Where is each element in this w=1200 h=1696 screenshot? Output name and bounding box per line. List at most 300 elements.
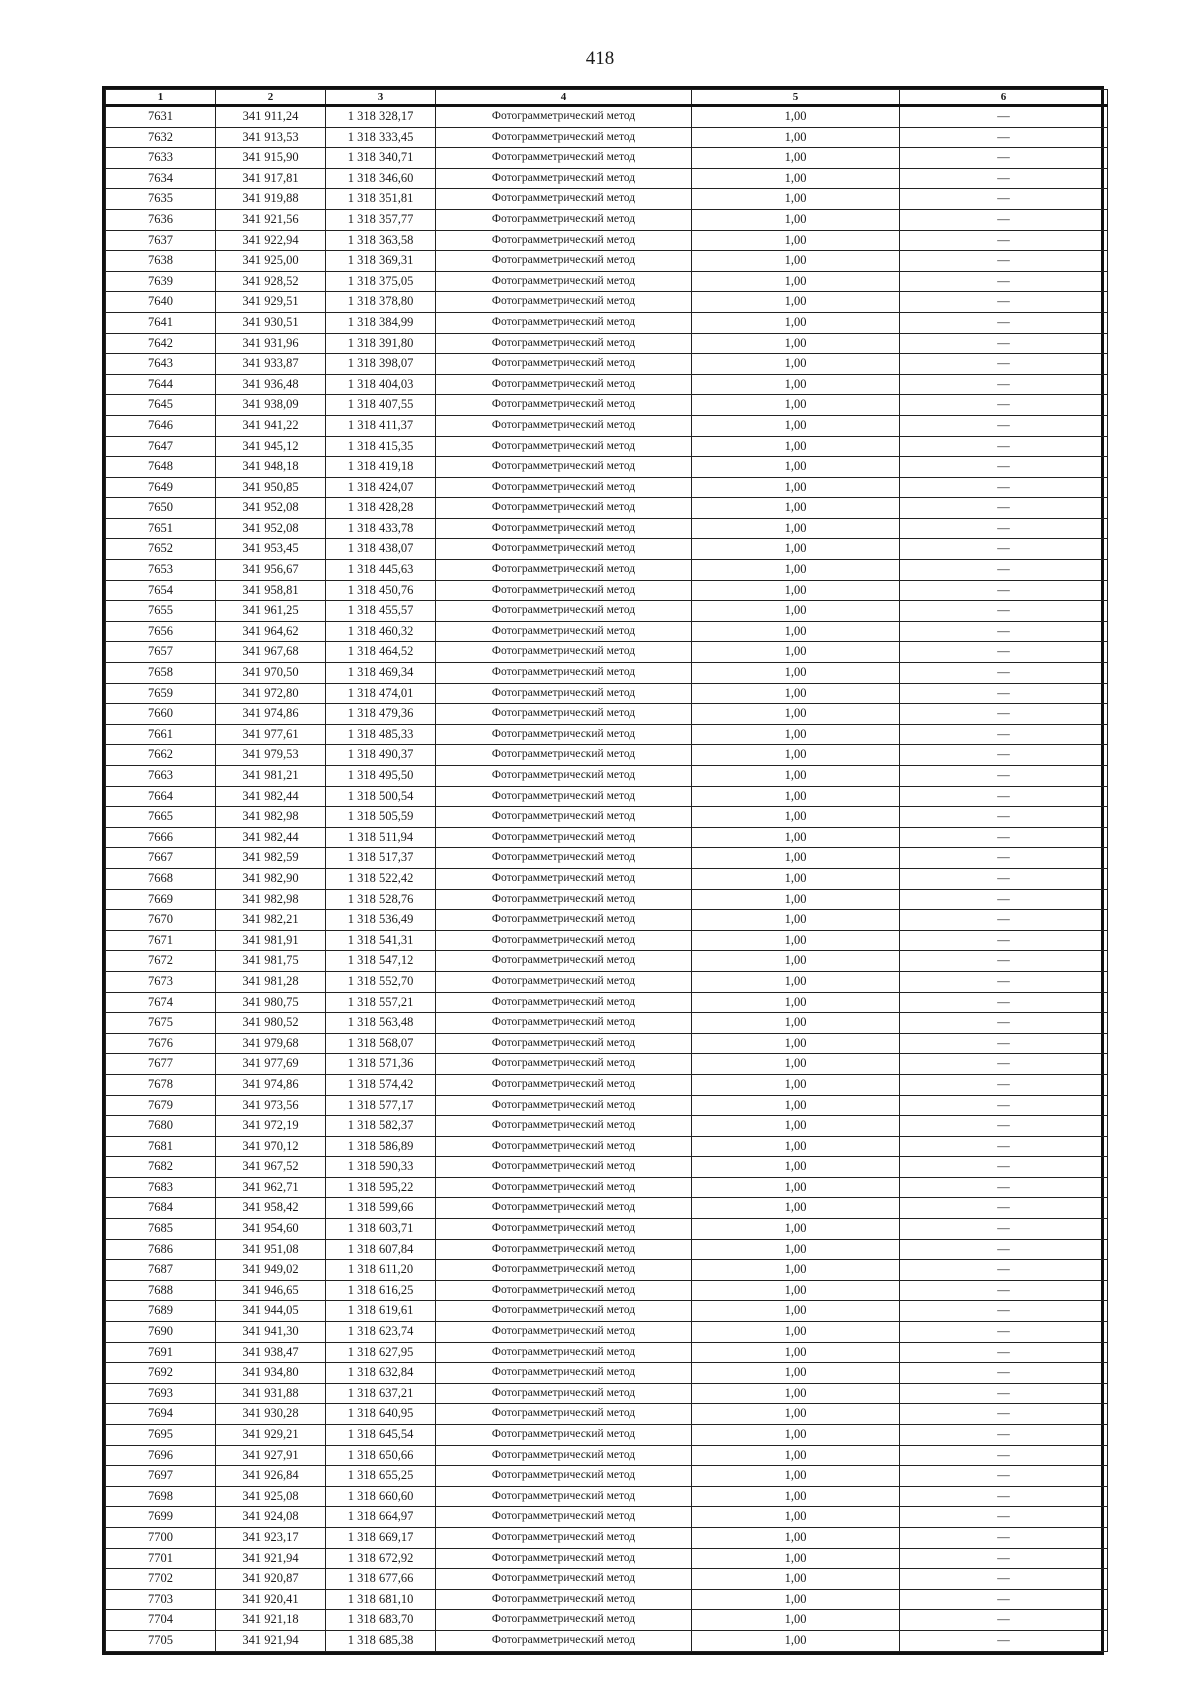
point-number-cell: 7666 — [106, 827, 216, 848]
x-coordinate-cell: 341 936,48 — [216, 374, 326, 395]
table-row — [106, 1074, 1108, 1095]
method-cell: Фотограмметрический метод — [436, 436, 692, 457]
point-number-cell: 7705 — [106, 1630, 216, 1651]
table-row — [106, 1116, 1108, 1137]
description-cell: — — [900, 292, 1108, 313]
table-row — [106, 251, 1108, 272]
table-row — [106, 1260, 1108, 1281]
y-coordinate-cell: 1 318 681,10 — [326, 1589, 436, 1610]
point-number-cell: 7642 — [106, 333, 216, 354]
point-number-cell: 7688 — [106, 1280, 216, 1301]
accuracy-cell: 1,00 — [692, 1527, 900, 1548]
accuracy-cell: 1,00 — [692, 1074, 900, 1095]
table-row — [106, 766, 1108, 787]
table-row — [106, 951, 1108, 972]
accuracy-cell: 1,00 — [692, 1548, 900, 1569]
y-coordinate-cell: 1 318 479,36 — [326, 704, 436, 725]
description-cell: — — [900, 415, 1108, 436]
point-number-cell: 7647 — [106, 436, 216, 457]
method-cell: Фотограмметрический метод — [436, 745, 692, 766]
accuracy-cell: 1,00 — [692, 518, 900, 539]
method-cell: Фотограмметрический метод — [436, 230, 692, 251]
table-row — [106, 539, 1108, 560]
point-number-cell: 7657 — [106, 642, 216, 663]
table-row — [106, 1301, 1108, 1322]
x-coordinate-cell: 341 977,69 — [216, 1054, 326, 1075]
x-coordinate-cell: 341 972,80 — [216, 683, 326, 704]
y-coordinate-cell: 1 318 655,25 — [326, 1466, 436, 1487]
table-row — [106, 415, 1108, 436]
accuracy-cell: 1,00 — [692, 374, 900, 395]
x-coordinate-cell: 341 967,52 — [216, 1157, 326, 1178]
point-number-cell: 7703 — [106, 1589, 216, 1610]
method-cell: Фотограмметрический метод — [436, 395, 692, 416]
x-coordinate-cell: 341 981,91 — [216, 930, 326, 951]
y-coordinate-cell: 1 318 500,54 — [326, 786, 436, 807]
y-coordinate-cell: 1 318 552,70 — [326, 971, 436, 992]
table-row — [106, 1445, 1108, 1466]
y-coordinate-cell: 1 318 685,38 — [326, 1630, 436, 1651]
point-number-cell: 7651 — [106, 518, 216, 539]
method-cell: Фотограмметрический метод — [436, 1363, 692, 1384]
x-coordinate-cell: 341 922,94 — [216, 230, 326, 251]
y-coordinate-cell: 1 318 603,71 — [326, 1219, 436, 1240]
point-number-cell: 7644 — [106, 374, 216, 395]
accuracy-cell: 1,00 — [692, 868, 900, 889]
description-cell: — — [900, 498, 1108, 519]
method-cell: Фотограмметрический метод — [436, 1589, 692, 1610]
table-row — [106, 477, 1108, 498]
x-coordinate-cell: 341 919,88 — [216, 189, 326, 210]
point-number-cell: 7683 — [106, 1177, 216, 1198]
point-number-cell: 7655 — [106, 601, 216, 622]
x-coordinate-cell: 341 938,47 — [216, 1342, 326, 1363]
y-coordinate-cell: 1 318 363,58 — [326, 230, 436, 251]
point-number-cell: 7692 — [106, 1363, 216, 1384]
x-coordinate-cell: 341 952,08 — [216, 518, 326, 539]
header-col-6: 6 — [900, 90, 1108, 106]
method-cell: Фотограмметрический метод — [436, 868, 692, 889]
x-coordinate-cell: 341 982,59 — [216, 848, 326, 869]
point-number-cell: 7667 — [106, 848, 216, 869]
accuracy-cell: 1,00 — [692, 827, 900, 848]
accuracy-cell: 1,00 — [692, 251, 900, 272]
method-cell: Фотограмметрический метод — [436, 1383, 692, 1404]
x-coordinate-cell: 341 946,65 — [216, 1280, 326, 1301]
description-cell: — — [900, 889, 1108, 910]
method-cell: Фотограмметрический метод — [436, 1301, 692, 1322]
description-cell: — — [900, 251, 1108, 272]
description-cell: — — [900, 539, 1108, 560]
method-cell: Фотограмметрический метод — [436, 251, 692, 272]
point-number-cell: 7646 — [106, 415, 216, 436]
description-cell: — — [900, 1466, 1108, 1487]
coordinates-table — [105, 89, 1108, 1652]
accuracy-cell: 1,00 — [692, 951, 900, 972]
table-row — [106, 168, 1108, 189]
x-coordinate-cell: 341 981,21 — [216, 766, 326, 787]
x-coordinate-cell: 341 948,18 — [216, 457, 326, 478]
y-coordinate-cell: 1 318 375,05 — [326, 271, 436, 292]
table-row — [106, 1527, 1108, 1548]
method-cell: Фотограмметрический метод — [436, 457, 692, 478]
description-cell: — — [900, 168, 1108, 189]
method-cell: Фотограмметрический метод — [436, 560, 692, 581]
method-cell: Фотограмметрический метод — [436, 374, 692, 395]
table-row — [106, 1239, 1108, 1260]
accuracy-cell: 1,00 — [692, 477, 900, 498]
table-row — [106, 601, 1108, 622]
description-cell: — — [900, 354, 1108, 375]
description-cell: — — [900, 1198, 1108, 1219]
description-cell: — — [900, 127, 1108, 148]
method-cell: Фотограмметрический метод — [436, 354, 692, 375]
point-number-cell: 7704 — [106, 1610, 216, 1631]
x-coordinate-cell: 341 982,90 — [216, 868, 326, 889]
description-cell: — — [900, 704, 1108, 725]
accuracy-cell: 1,00 — [692, 1177, 900, 1198]
method-cell: Фотограмметрический метод — [436, 1507, 692, 1528]
description-cell: — — [900, 1548, 1108, 1569]
description-cell: — — [900, 1219, 1108, 1240]
y-coordinate-cell: 1 318 351,81 — [326, 189, 436, 210]
accuracy-cell: 1,00 — [692, 1260, 900, 1281]
table-row — [106, 580, 1108, 601]
accuracy-cell: 1,00 — [692, 704, 900, 725]
y-coordinate-cell: 1 318 391,80 — [326, 333, 436, 354]
description-cell: — — [900, 1630, 1108, 1651]
description-cell: — — [900, 1363, 1108, 1384]
y-coordinate-cell: 1 318 536,49 — [326, 910, 436, 931]
point-number-cell: 7660 — [106, 704, 216, 725]
table-row — [106, 786, 1108, 807]
description-cell: — — [900, 230, 1108, 251]
y-coordinate-cell: 1 318 411,37 — [326, 415, 436, 436]
description-cell: — — [900, 1157, 1108, 1178]
accuracy-cell: 1,00 — [692, 1342, 900, 1363]
accuracy-cell: 1,00 — [692, 745, 900, 766]
y-coordinate-cell: 1 318 619,61 — [326, 1301, 436, 1322]
accuracy-cell: 1,00 — [692, 1280, 900, 1301]
accuracy-cell: 1,00 — [692, 724, 900, 745]
y-coordinate-cell: 1 318 582,37 — [326, 1116, 436, 1137]
y-coordinate-cell: 1 318 632,84 — [326, 1363, 436, 1384]
description-cell: — — [900, 1074, 1108, 1095]
y-coordinate-cell: 1 318 438,07 — [326, 539, 436, 560]
accuracy-cell: 1,00 — [692, 1507, 900, 1528]
point-number-cell: 7687 — [106, 1260, 216, 1281]
method-cell: Фотограмметрический метод — [436, 1260, 692, 1281]
x-coordinate-cell: 341 930,51 — [216, 312, 326, 333]
accuracy-cell: 1,00 — [692, 312, 900, 333]
y-coordinate-cell: 1 318 571,36 — [326, 1054, 436, 1075]
table-row — [106, 1486, 1108, 1507]
method-cell: Фотограмметрический метод — [436, 209, 692, 230]
point-number-cell: 7673 — [106, 971, 216, 992]
table-row — [106, 1507, 1108, 1528]
y-coordinate-cell: 1 318 541,31 — [326, 930, 436, 951]
method-cell: Фотограмметрический метод — [436, 1280, 692, 1301]
accuracy-cell: 1,00 — [692, 415, 900, 436]
description-cell: — — [900, 951, 1108, 972]
y-coordinate-cell: 1 318 346,60 — [326, 168, 436, 189]
point-number-cell: 7686 — [106, 1239, 216, 1260]
page-number: 418 — [585, 48, 615, 69]
point-number-cell: 7678 — [106, 1074, 216, 1095]
method-cell: Фотограмметрический метод — [436, 148, 692, 169]
method-cell: Фотограмметрический метод — [436, 518, 692, 539]
y-coordinate-cell: 1 318 650,66 — [326, 1445, 436, 1466]
method-cell: Фотограмметрический метод — [436, 312, 692, 333]
description-cell: — — [900, 930, 1108, 951]
y-coordinate-cell: 1 318 607,84 — [326, 1239, 436, 1260]
y-coordinate-cell: 1 318 627,95 — [326, 1342, 436, 1363]
method-cell: Фотограмметрический метод — [436, 1033, 692, 1054]
x-coordinate-cell: 341 967,68 — [216, 642, 326, 663]
point-number-cell: 7653 — [106, 560, 216, 581]
table-row — [106, 1404, 1108, 1425]
description-cell: — — [900, 642, 1108, 663]
accuracy-cell: 1,00 — [692, 1198, 900, 1219]
description-cell: — — [900, 560, 1108, 581]
description-cell: — — [900, 807, 1108, 828]
accuracy-cell: 1,00 — [692, 1033, 900, 1054]
description-cell: — — [900, 601, 1108, 622]
accuracy-cell: 1,00 — [692, 601, 900, 622]
accuracy-cell: 1,00 — [692, 354, 900, 375]
x-coordinate-cell: 341 913,53 — [216, 127, 326, 148]
x-coordinate-cell: 341 974,86 — [216, 1074, 326, 1095]
x-coordinate-cell: 341 958,42 — [216, 1198, 326, 1219]
description-cell: — — [900, 333, 1108, 354]
description-cell: — — [900, 1486, 1108, 1507]
description-cell: — — [900, 1610, 1108, 1631]
description-cell: — — [900, 766, 1108, 787]
method-cell: Фотограмметрический метод — [436, 971, 692, 992]
y-coordinate-cell: 1 318 511,94 — [326, 827, 436, 848]
x-coordinate-cell: 341 921,56 — [216, 209, 326, 230]
description-cell: — — [900, 910, 1108, 931]
x-coordinate-cell: 341 952,08 — [216, 498, 326, 519]
x-coordinate-cell: 341 958,81 — [216, 580, 326, 601]
description-cell: — — [900, 580, 1108, 601]
y-coordinate-cell: 1 318 369,31 — [326, 251, 436, 272]
point-number-cell: 7691 — [106, 1342, 216, 1363]
table-row — [106, 312, 1108, 333]
table-row — [106, 868, 1108, 889]
description-cell: — — [900, 1260, 1108, 1281]
table-row — [106, 1219, 1108, 1240]
accuracy-cell: 1,00 — [692, 1301, 900, 1322]
method-cell: Фотограмметрический метод — [436, 1342, 692, 1363]
x-coordinate-cell: 341 944,05 — [216, 1301, 326, 1322]
method-cell: Фотограмметрический метод — [436, 1136, 692, 1157]
x-coordinate-cell: 341 982,98 — [216, 807, 326, 828]
accuracy-cell: 1,00 — [692, 1363, 900, 1384]
description-cell: — — [900, 271, 1108, 292]
table-row — [106, 230, 1108, 251]
method-cell: Фотограмметрический метод — [436, 724, 692, 745]
method-cell: Фотограмметрический метод — [436, 1630, 692, 1651]
x-coordinate-cell: 341 911,24 — [216, 106, 326, 128]
table-row — [106, 971, 1108, 992]
method-cell: Фотограмметрический метод — [436, 477, 692, 498]
description-cell: — — [900, 1054, 1108, 1075]
x-coordinate-cell: 341 933,87 — [216, 354, 326, 375]
x-coordinate-cell: 341 961,25 — [216, 601, 326, 622]
x-coordinate-cell: 341 917,81 — [216, 168, 326, 189]
description-cell: — — [900, 745, 1108, 766]
accuracy-cell: 1,00 — [692, 910, 900, 931]
accuracy-cell: 1,00 — [692, 1239, 900, 1260]
x-coordinate-cell: 341 927,91 — [216, 1445, 326, 1466]
accuracy-cell: 1,00 — [692, 621, 900, 642]
method-cell: Фотограмметрический метод — [436, 1054, 692, 1075]
x-coordinate-cell: 341 926,84 — [216, 1466, 326, 1487]
description-cell: — — [900, 106, 1108, 128]
description-cell: — — [900, 1177, 1108, 1198]
description-cell: — — [900, 683, 1108, 704]
x-coordinate-cell: 341 921,94 — [216, 1630, 326, 1651]
point-number-cell: 7636 — [106, 209, 216, 230]
y-coordinate-cell: 1 318 398,07 — [326, 354, 436, 375]
method-cell: Фотограмметрический метод — [436, 930, 692, 951]
point-number-cell: 7665 — [106, 807, 216, 828]
y-coordinate-cell: 1 318 333,45 — [326, 127, 436, 148]
table-row — [106, 724, 1108, 745]
method-cell: Фотограмметрический метод — [436, 1322, 692, 1343]
accuracy-cell: 1,00 — [692, 498, 900, 519]
x-coordinate-cell: 341 981,75 — [216, 951, 326, 972]
description-cell: — — [900, 786, 1108, 807]
accuracy-cell: 1,00 — [692, 1630, 900, 1651]
point-number-cell: 7680 — [106, 1116, 216, 1137]
accuracy-cell: 1,00 — [692, 457, 900, 478]
y-coordinate-cell: 1 318 637,21 — [326, 1383, 436, 1404]
y-coordinate-cell: 1 318 568,07 — [326, 1033, 436, 1054]
point-number-cell: 7699 — [106, 1507, 216, 1528]
method-cell: Фотограмметрический метод — [436, 951, 692, 972]
description-cell: — — [900, 1301, 1108, 1322]
point-number-cell: 7669 — [106, 889, 216, 910]
table-row — [106, 827, 1108, 848]
accuracy-cell: 1,00 — [692, 189, 900, 210]
point-number-cell: 7659 — [106, 683, 216, 704]
accuracy-cell: 1,00 — [692, 292, 900, 313]
method-cell: Фотограмметрический метод — [436, 292, 692, 313]
y-coordinate-cell: 1 318 599,66 — [326, 1198, 436, 1219]
x-coordinate-cell: 341 964,62 — [216, 621, 326, 642]
description-cell: — — [900, 724, 1108, 745]
header-col-3: 3 — [326, 90, 436, 106]
point-number-cell: 7677 — [106, 1054, 216, 1075]
x-coordinate-cell: 341 982,44 — [216, 827, 326, 848]
x-coordinate-cell: 341 972,19 — [216, 1116, 326, 1137]
table-row — [106, 395, 1108, 416]
method-cell: Фотограмметрический метод — [436, 910, 692, 931]
point-number-cell: 7684 — [106, 1198, 216, 1219]
accuracy-cell: 1,00 — [692, 807, 900, 828]
method-cell: Фотограмметрический метод — [436, 601, 692, 622]
method-cell: Фотограмметрический метод — [436, 704, 692, 725]
table-row — [106, 148, 1108, 169]
y-coordinate-cell: 1 318 460,32 — [326, 621, 436, 642]
point-number-cell: 7640 — [106, 292, 216, 313]
accuracy-cell: 1,00 — [692, 560, 900, 581]
method-cell: Фотограмметрический метод — [436, 1425, 692, 1446]
x-coordinate-cell: 341 923,17 — [216, 1527, 326, 1548]
accuracy-cell: 1,00 — [692, 1013, 900, 1034]
point-number-cell: 7674 — [106, 992, 216, 1013]
x-coordinate-cell: 341 962,71 — [216, 1177, 326, 1198]
table-row — [106, 1157, 1108, 1178]
table-row — [106, 1322, 1108, 1343]
method-cell: Фотограмметрический метод — [436, 1116, 692, 1137]
table-row — [106, 704, 1108, 725]
y-coordinate-cell: 1 318 474,01 — [326, 683, 436, 704]
table-row — [106, 848, 1108, 869]
table-row — [106, 683, 1108, 704]
y-coordinate-cell: 1 318 450,76 — [326, 580, 436, 601]
x-coordinate-cell: 341 970,12 — [216, 1136, 326, 1157]
x-coordinate-cell: 341 980,75 — [216, 992, 326, 1013]
table-row — [106, 930, 1108, 951]
description-cell: — — [900, 992, 1108, 1013]
y-coordinate-cell: 1 318 378,80 — [326, 292, 436, 313]
accuracy-cell: 1,00 — [692, 766, 900, 787]
method-cell: Фотограмметрический метод — [436, 642, 692, 663]
y-coordinate-cell: 1 318 669,17 — [326, 1527, 436, 1548]
table-row — [106, 1280, 1108, 1301]
x-coordinate-cell: 341 941,22 — [216, 415, 326, 436]
x-coordinate-cell: 341 934,80 — [216, 1363, 326, 1384]
accuracy-cell: 1,00 — [692, 580, 900, 601]
header-col-4: 4 — [436, 90, 692, 106]
y-coordinate-cell: 1 318 485,33 — [326, 724, 436, 745]
description-cell: — — [900, 1507, 1108, 1528]
table-row — [106, 209, 1108, 230]
y-coordinate-cell: 1 318 672,92 — [326, 1548, 436, 1569]
description-cell: — — [900, 1095, 1108, 1116]
method-cell: Фотограмметрический метод — [436, 1239, 692, 1260]
method-cell: Фотограмметрический метод — [436, 498, 692, 519]
table-row — [106, 1013, 1108, 1034]
y-coordinate-cell: 1 318 340,71 — [326, 148, 436, 169]
accuracy-cell: 1,00 — [692, 436, 900, 457]
method-cell: Фотограмметрический метод — [436, 1013, 692, 1034]
x-coordinate-cell: 341 979,53 — [216, 745, 326, 766]
y-coordinate-cell: 1 318 677,66 — [326, 1569, 436, 1590]
table-row — [106, 1136, 1108, 1157]
description-cell: — — [900, 1569, 1108, 1590]
point-number-cell: 7662 — [106, 745, 216, 766]
method-cell: Фотограмметрический метод — [436, 1527, 692, 1548]
y-coordinate-cell: 1 318 683,70 — [326, 1610, 436, 1631]
description-cell: — — [900, 209, 1108, 230]
x-coordinate-cell: 341 915,90 — [216, 148, 326, 169]
point-number-cell: 7693 — [106, 1383, 216, 1404]
point-number-cell: 7700 — [106, 1527, 216, 1548]
accuracy-cell: 1,00 — [692, 271, 900, 292]
table-row — [106, 1177, 1108, 1198]
method-cell: Фотограмметрический метод — [436, 1404, 692, 1425]
table-row — [106, 271, 1108, 292]
accuracy-cell: 1,00 — [692, 1054, 900, 1075]
method-cell: Фотограмметрический метод — [436, 1486, 692, 1507]
y-coordinate-cell: 1 318 428,28 — [326, 498, 436, 519]
point-number-cell: 7702 — [106, 1569, 216, 1590]
point-number-cell: 7637 — [106, 230, 216, 251]
